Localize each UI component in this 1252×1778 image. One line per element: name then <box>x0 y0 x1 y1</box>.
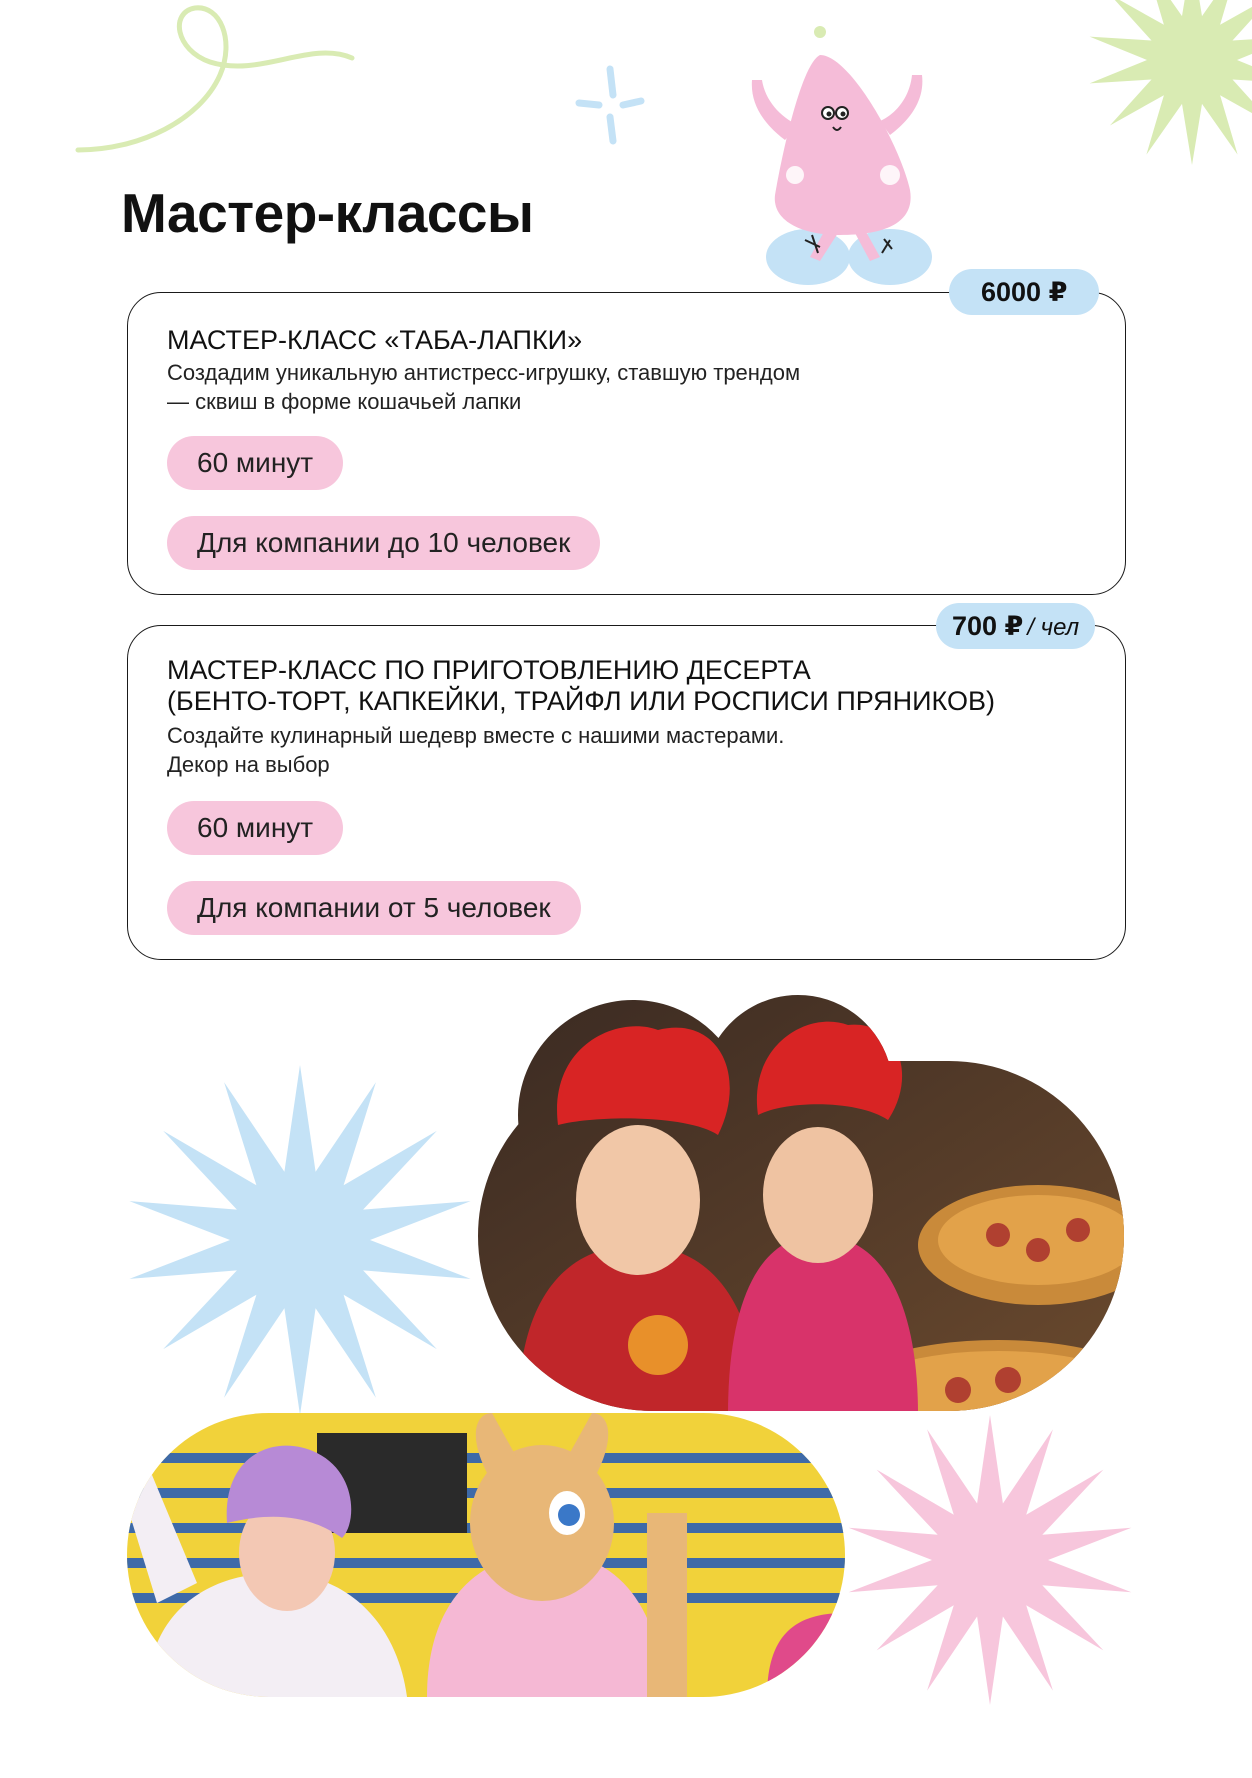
duration-badge: 60 минут <box>167 801 343 855</box>
green-star-icon <box>1082 0 1252 170</box>
price-value: 700 ₽ <box>952 611 1024 641</box>
price-unit: / чел <box>1027 614 1080 641</box>
card-title-line: (БЕНТО-ТОРТ, КАПКЕЙКИ, ТРАЙФЛ ИЛИ РОСПИСИ ПРЯНИКОВ) <box>167 686 995 716</box>
green-swirl-decoration <box>70 0 360 160</box>
card-title <box>167 655 995 717</box>
kids-cooking-photo <box>478 995 1124 1415</box>
sparkle-icon <box>575 65 645 145</box>
card-description <box>167 358 800 416</box>
group-size-badge: Для компании до 10 человек <box>167 516 600 570</box>
price-value: 6000 ₽ <box>981 277 1068 307</box>
pink-mascot-illustration <box>740 25 940 295</box>
card-title-line: МАСТЕР-КЛАСС ПО ПРИГОТОВЛЕНИЮ ДЕСЕРТА <box>167 655 811 685</box>
group-size-badge: Для компании от 5 человек <box>167 881 581 935</box>
page-title: Мастер-классы <box>121 182 534 244</box>
star-green-shape <box>1090 0 1252 165</box>
star-pink-shape <box>849 1415 1132 1705</box>
pink-star-icon <box>840 1410 1140 1710</box>
card-description <box>167 721 784 779</box>
costume-party-photo <box>127 1413 845 1697</box>
blue-star-icon <box>120 1060 480 1420</box>
description-line: Создайте кулинарный шедевр вместе с нашими мастерами. <box>167 723 785 748</box>
duration-badge: 60 минут <box>167 436 343 490</box>
card-title: МАСТЕР-КЛАСС «ТАБА-ЛАПКИ» <box>167 325 583 355</box>
description-line: Декор на выбор <box>167 752 330 777</box>
description-line: — сквиш в форме кошачьей лапки <box>167 389 522 414</box>
master-class-card <box>127 625 1126 960</box>
price-badge <box>936 603 1095 649</box>
star-blue-shape <box>129 1065 470 1415</box>
description-line: Создадим уникальную антистресс-игрушку, ставшую трендом <box>167 360 801 385</box>
price-badge <box>949 269 1099 315</box>
master-class-card <box>127 292 1126 595</box>
